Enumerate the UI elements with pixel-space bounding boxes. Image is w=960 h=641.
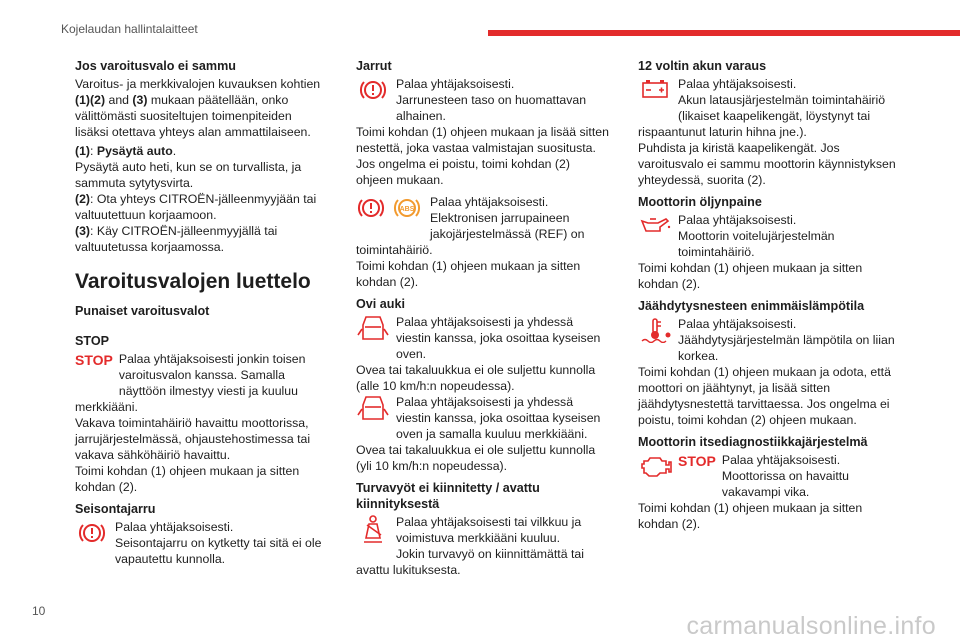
brake-abs-icons (356, 194, 424, 231)
step-3: (3): Käy CITROËN-jälleenmyyjällä tai valtuutetussa korjaamossa. (75, 224, 278, 254)
engine-stop-icons (638, 452, 716, 487)
brakes-text-2: Jarrunesteen taso on huomattavan alhainen. (396, 93, 587, 123)
abs-label: ABS (399, 206, 415, 213)
oil-pressure-title: Moottorin öljynpaine (638, 195, 762, 209)
coolant-text-2: Jäähdytysjärjestelmän lämpötila on liian korkea. (678, 333, 895, 363)
intro-paragraph: Varoitus- ja merkkivalojen kuvauksen kohtien (1)(2) and (3) mukaan päätellään, onko välittömästi suositeltujen toimenpiteiden lisäksi otettava yhteys alan ammattilaiseen. (75, 77, 321, 139)
stop-icon: STOP (678, 453, 716, 469)
subheading-red-lights: Punaiset varoitusvalot (75, 304, 210, 318)
stop-title: STOP (75, 334, 110, 348)
brake-warning-icon (356, 76, 390, 111)
coolant-temp-icon (638, 316, 672, 351)
oil-pressure-text-3: Toimi kohdan (1) ohjeen mukaan ja sitten kohdan (2). (638, 261, 863, 291)
step-1-text: Pysäytä auto heti, kun se on turvallista, ja sammuta sytytysvirta. (75, 160, 302, 190)
battery-text-3: Puhdista ja kiristä kaapelikengät. Jos varoitusvalo ei sammu moottorin käynnistyksen yhteydessä, suorita (2). (638, 141, 896, 187)
brakes-text: Palaa yhtäjaksoisesti. (396, 77, 515, 91)
door-open-2-text-2: Ovea tai takaluukkua ei ole suljettu kunnolla (yli 10 km/h:n nopeudessa). (356, 443, 596, 473)
seatbelt-title: Turvavyöt ei kiinnitetty / avattu kiinnityksestä (356, 481, 540, 511)
stop-icon: STOP (75, 352, 113, 368)
seatbelt-text: Palaa yhtäjaksoisesti tai vilkkuu ja voimistuva merkkiääni kuuluu. (396, 515, 582, 545)
column-3 (638, 58, 904, 532)
self-diagnosis-text: Palaa yhtäjaksoisesti. (721, 453, 841, 467)
brakes-text-3: Toimi kohdan (1) ohjeen mukaan ja lisää sitten nestettä, joka vastaa valmistajan suositusta. (356, 125, 609, 155)
ebd-text-3: Toimi kohdan (1) ohjeen mukaan ja sitten kohdan (2). (356, 259, 581, 289)
column-2 (356, 58, 610, 578)
parking-brake-icon (75, 519, 109, 554)
self-diagnosis-text-2: Moottorissa on havaittu vakavampi vika. (721, 469, 850, 499)
stop-text-3: Toimi kohdan (1) ohjeen mukaan ja sitten kohdan (2). (75, 464, 300, 494)
door-open-text: Palaa yhtäjaksoisesti ja yhdessä viestin kanssa, joka osoittaa kyseisen oven. (396, 315, 601, 361)
battery-icon (638, 76, 672, 111)
self-diagnosis-title: Moottorin itsediagnostiikkajärjestelmä (638, 435, 868, 449)
door-open-title: Ovi auki (356, 297, 405, 311)
section-heading: Jos varoitusvalo ei sammu (75, 59, 236, 73)
column-1 (75, 58, 325, 567)
page-number: 10 (32, 604, 46, 618)
step-2: (2): Ota yhteys CITROËN-jälleenmyyjään tai valtuutettuun korjaamoon. (75, 192, 317, 222)
oil-pressure-text: Palaa yhtäjaksoisesti. (678, 213, 797, 227)
header-accent-bar (488, 30, 960, 36)
brakes-title: Jarrut (356, 59, 392, 73)
page-title: Varoitusvalojen luettelo (75, 270, 311, 293)
brakes-text-4: Jos ongelma ei poistu, toimi kohdan (2) ohjeen mukaan. (356, 157, 570, 187)
seatbelt-text-2: Jokin turvavyö on kiinnittämättä tai avattu lukituksesta. (356, 547, 584, 577)
ebd-text: Palaa yhtäjaksoisesti. (430, 195, 549, 209)
coolant-text: Palaa yhtäjaksoisesti. (678, 317, 797, 331)
seatbelt-icon (356, 514, 390, 549)
watermark: carmanualsonline.info (686, 612, 936, 640)
parking-brake-text: Palaa yhtäjaksoisesti. (115, 520, 234, 534)
parking-brake-text-2: Seisontajarru on kytketty tai sitä ei ole vapautettu kunnolla. (115, 536, 322, 566)
door-open-2-text: Palaa yhtäjaksoisesti ja yhdessä viestin kanssa, joka osoittaa kyseisen oven ja samalla kuuluu merkkiääni. (396, 395, 601, 441)
ebd-text-2: Elektronisen jarrupaineen jakojärjestelmässä (REF) on toimintahäiriö. (356, 211, 585, 257)
door-open-icon-2 (356, 394, 390, 429)
door-open-icon (356, 314, 390, 349)
door-open-text-2: Ovea tai takaluukkua ei ole suljettu kunnolla (alle 10 km/h:n nopeudessa). (356, 363, 596, 393)
battery-text-2: Akun latausjärjestelmän toimintahäiriö (likaiset kaapelikengät, löystynyt tai rispaantunut laturin hihna jne.). (638, 93, 886, 139)
header-title: Kojelaudan hallintalaitteet (61, 22, 198, 36)
self-diagnosis-text-3: Toimi kohdan (1) ohjeen mukaan ja sitten kohdan (2). (638, 501, 863, 531)
oil-can-icon (638, 212, 672, 247)
stop-text: Palaa yhtäjaksoisesti jonkin toisen varoitusvalon kanssa. Samalla näyttöön ilmestyy viesti ja kuuluu merkkiääni. (75, 352, 306, 414)
oil-pressure-text-2: Moottorin voitelujärjestelmän toimintahäiriö. (678, 229, 835, 259)
battery-title: 12 voltin akun varaus (638, 59, 767, 73)
coolant-title: Jäähdytysnesteen enimmäislämpötila (638, 299, 865, 313)
step-1: (1): Pysäytä auto. (75, 144, 177, 158)
stop-text-2: Vakava toimintahäiriö havaittu moottorissa, jarrujärjestelmässä, ohjaustehostimessa tai vakava sähköhäiriö havaittu. (75, 416, 311, 462)
coolant-text-3: Toimi kohdan (1) ohjeen mukaan ja odota, että moottori on jäähtynyt, ja lisää sitten jäähdytysnestettä tarvittaessa. Jos ongelma ei poistu, toimi kohdan (2) ohjeen mukaan. (638, 365, 891, 427)
battery-text: Palaa yhtäjaksoisesti. (678, 77, 797, 91)
parking-brake-title: Seisontajarru (75, 502, 156, 516)
